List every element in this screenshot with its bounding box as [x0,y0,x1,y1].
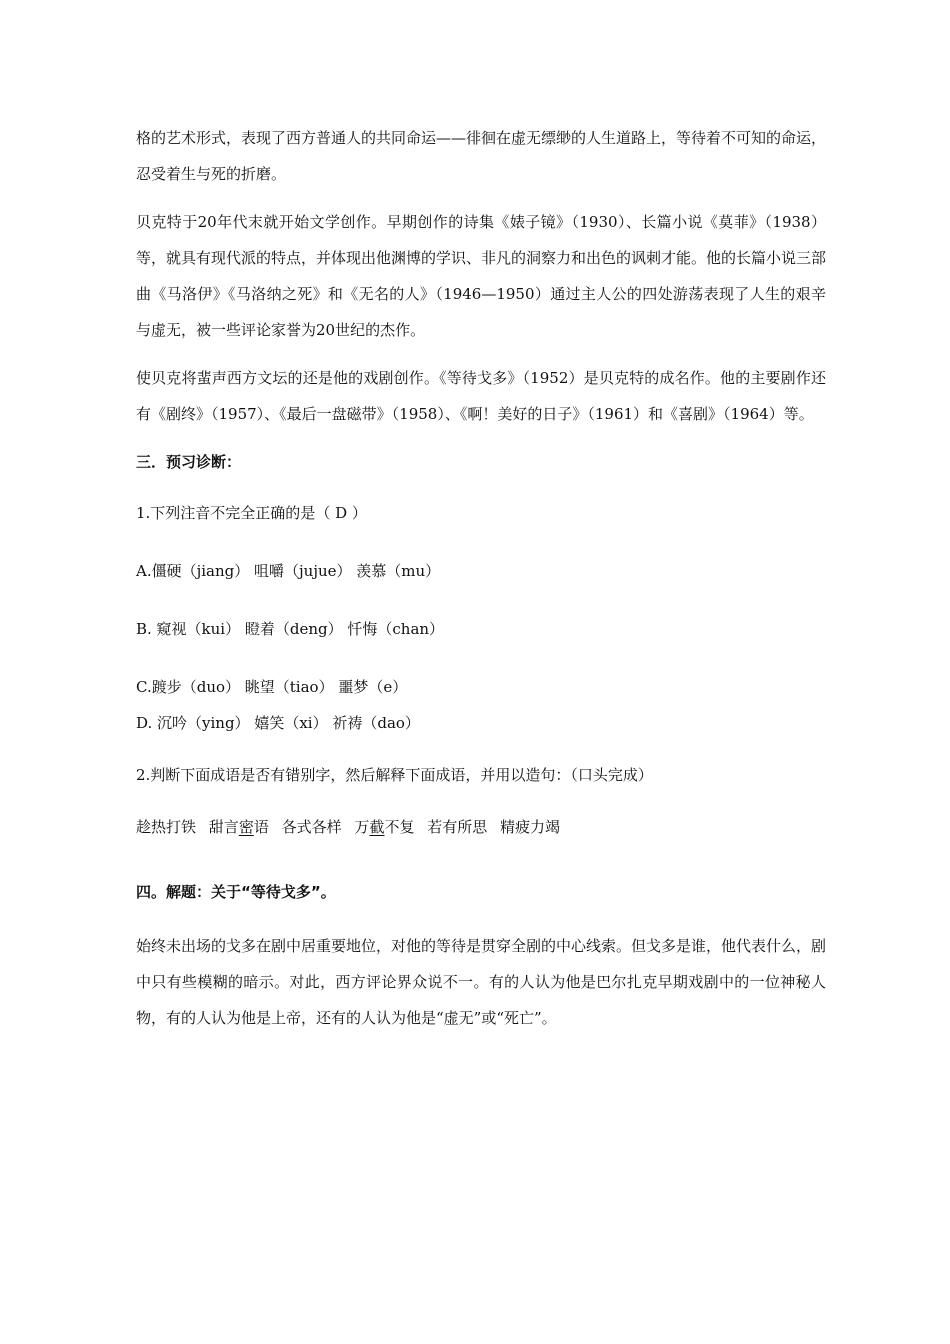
underlined-character: 截 [369,818,385,836]
idiom-item [209,818,269,836]
idiom-item: 若有所思 [427,818,488,836]
idiom-item [354,818,414,836]
underlined-character: 密 [238,818,254,836]
paragraph-beckett-theme: 格的艺术形式，表现了西方普通人的共同命运——徘徊在虚无缥缈的人生道路上，等待着不可知的命运，忍受着生与死的折磨。 [136,129,827,183]
question-1-option-a: A.僵硬（jiang） 咀嚼（jujue） 羡慕（mu） [136,562,441,580]
idiom-text: 万 [354,818,370,836]
question-1-option-d: D. 沉吟（ying） 嬉笑（xi） 祈祷（dao） [136,714,420,732]
question-1-stem: 1.下列注音不完全正确的是（ D ） [136,504,367,522]
section-heading-title-explanation: 四。解题：关于“等待戈多”。 [136,883,336,901]
idiom-list [136,812,826,842]
idiom-text: 不复 [384,818,415,836]
document-body [136,120,826,1048]
idiom-item: 趁热打铁 [136,818,197,836]
question-2-stem: 2.判断下面成语是否有错别字，然后解释下面成语，并用以造句：（口头完成） [136,766,653,784]
section-heading-preview: 三．预习诊断： [136,453,242,471]
question-1-option-b: B. 窥视（kui） 瞪着（deng） 忏悔（chan） [136,620,445,638]
idiom-text: 甜言 [208,818,239,836]
idiom-item: 精疲力竭 [500,818,561,836]
question-1-option-c: C.踱步（duo） 眺望（tiao） 噩梦（e） [136,678,408,696]
paragraph-godot-explanation: 始终未出场的戈多在剧中居重要地位，对他的等待是贯穿全剧的中心线索。但戈多是谁，他代表什么，剧中只有些模糊的暗示。对此，西方评论界众说不一。有的人认为他是巴尔扎克早期戏剧中的一位神秘人物，有的人认为他是上帝，还有的人认为他是“虚无”或“死亡”。 [136,937,827,1027]
paragraph-beckett-early-works: 贝克特于20年代末就开始文学创作。早期创作的诗集《婊子镜》（1930）、长篇小说《莫菲》（1938）等，就具有现代派的特点，并体现出他渊博的学识、非凡的洞察力和出色的讽刺才能。他的长篇小说三部曲《马洛伊》《马洛纳之死》和《无名的人》（1946—1950）通过主人公的四处游荡表现了人生的艰辛与虚无，被一些评论家誉为20世纪的杰作。 [136,213,827,339]
paragraph-beckett-drama: 使贝克将蜚声西方文坛的还是他的戏剧创作。《等待戈多》（1952）是贝克特的成名作。他的主要剧作还有《剧终》（1957）、《最后一盘磁带》（1958）、《啊！美好的日子》（1961）和《喜剧》（1964）等。 [136,369,826,423]
idiom-text: 语 [253,818,269,836]
idiom-item: 各式各样 [281,818,342,836]
